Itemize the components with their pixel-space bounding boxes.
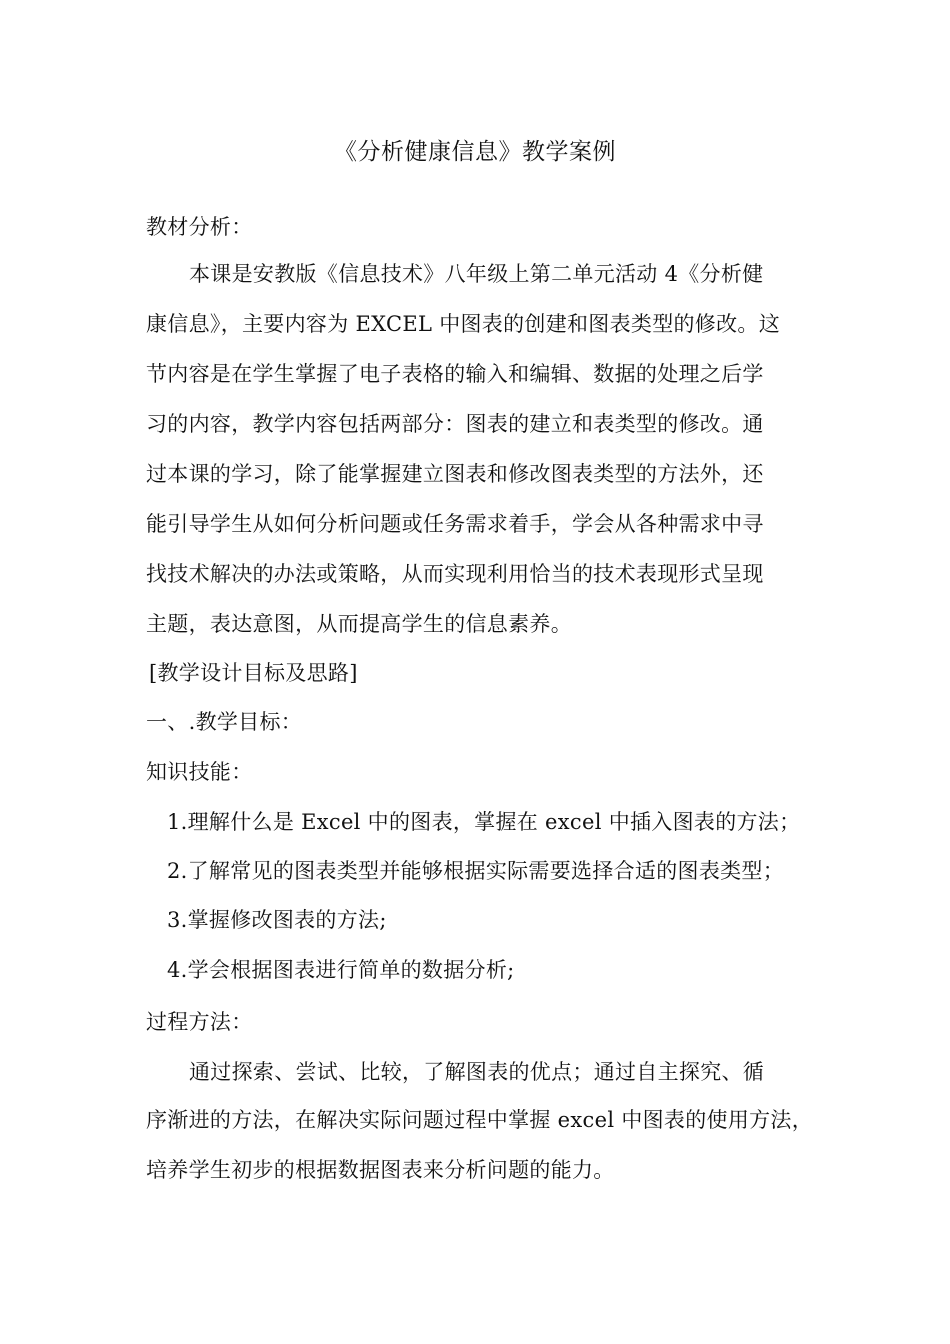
goals-heading: 一、.教学目标： — [146, 710, 303, 734]
design-heading: [教学设计目标及思路] — [149, 661, 358, 685]
knowledge-heading: 知识技能： — [146, 760, 253, 784]
process-line: 序渐进的方法，在解决实际问题过程中掌握 excel 中图表的使用方法， — [146, 1108, 814, 1132]
material-line: 找技术解决的办法或策略，从而实现利用恰当的技术表现形式呈现 — [146, 562, 764, 586]
knowledge-item: 2.了解常见的图表类型并能够根据实际需要选择合适的图表类型； — [167, 859, 785, 883]
material-line: 节内容是在学生掌握了电子表格的输入和编辑、数据的处理之后学 — [146, 362, 764, 386]
material-line: 过本课的学习，除了能掌握建立图表和修改图表类型的方法外，还 — [146, 462, 764, 486]
material-line: 能引导学生从如何分析问题或任务需求着手，学会从各种需求中寻 — [146, 512, 764, 536]
knowledge-item: 3.掌握修改图表的方法; — [167, 908, 387, 932]
material-line: 康信息》，主要内容为 EXCEL 中图表的创建和图表类型的修改。这 — [146, 312, 781, 336]
document-title: 《分析健康信息》教学案例 — [334, 139, 616, 165]
process-line: 培养学生初步的根据数据图表来分析问题的能力。 — [146, 1158, 615, 1182]
section-heading-material: 教材分析： — [146, 215, 253, 239]
process-line: 通过探索、尝试、比较，了解图表的优点；通过自主探究、循 — [189, 1060, 765, 1084]
material-line: 主题，表达意图，从而提高学生的信息素养。 — [146, 612, 572, 636]
knowledge-item: 4.学会根据图表进行简单的数据分析; — [167, 958, 515, 982]
knowledge-item: 1.理解什么是 Excel 中的图表，掌握在 excel 中插入图表的方法； — [167, 810, 801, 834]
material-line: 本课是安教版《信息技术》八年级上第二单元活动 4《分析健 — [189, 262, 764, 286]
process-heading: 过程方法： — [146, 1010, 253, 1034]
material-line: 习的内容，教学内容包括两部分：图表的建立和表类型的修改。通 — [146, 412, 764, 436]
